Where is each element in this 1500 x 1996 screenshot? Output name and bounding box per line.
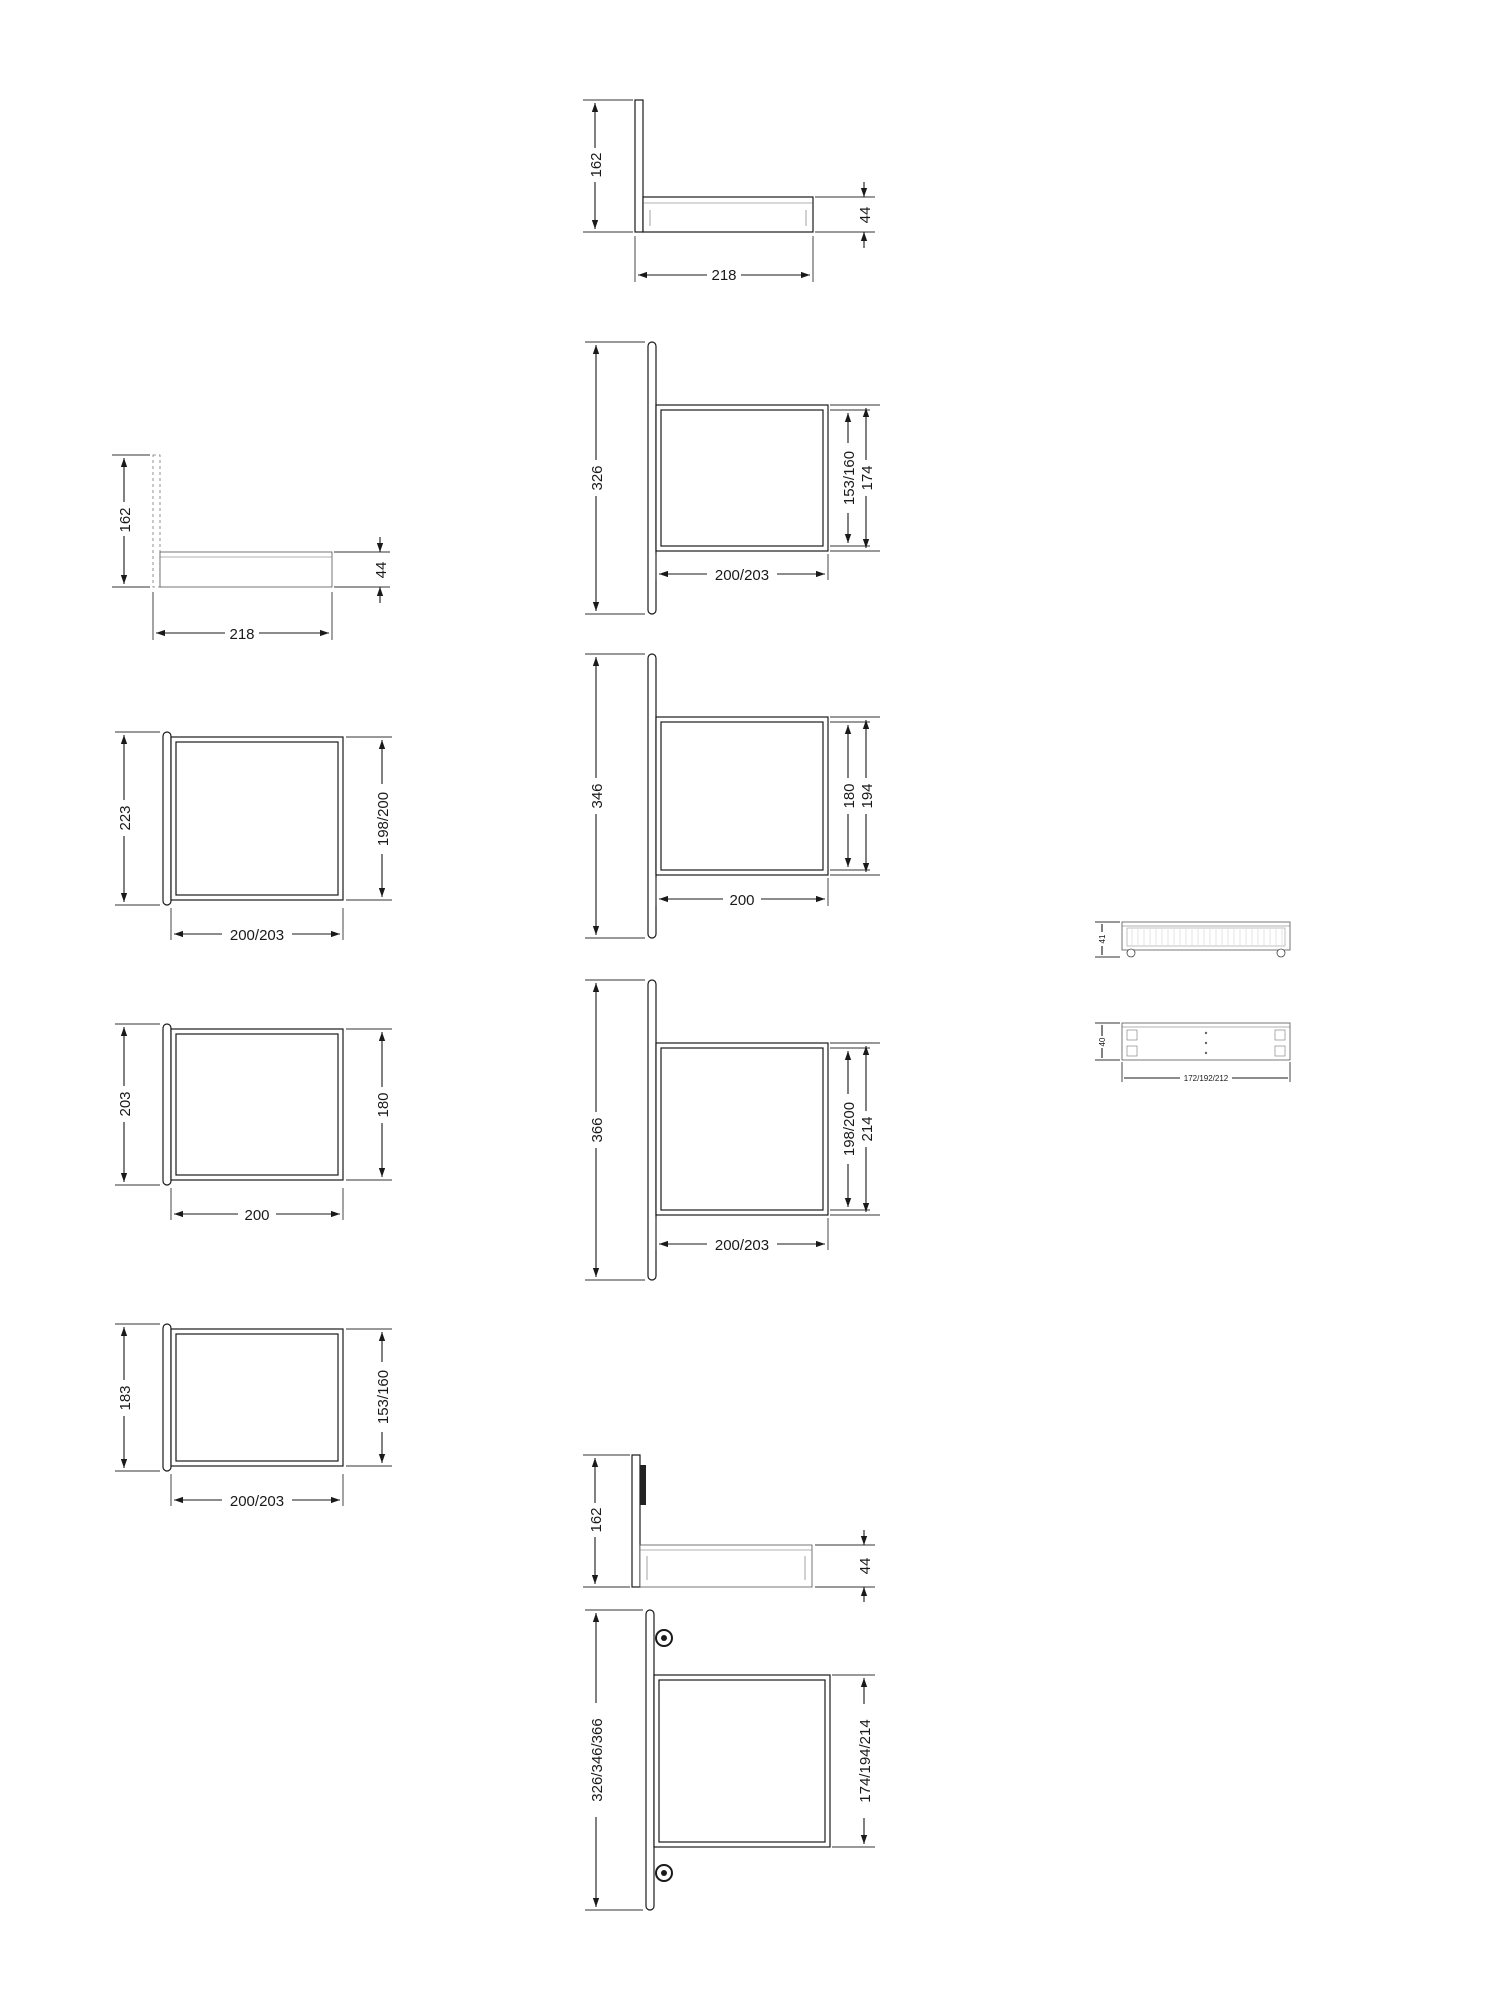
- dim-headboard-width: 326: [589, 465, 606, 491]
- dim-mattress-length: 200/203: [714, 1237, 770, 1254]
- mattress-area: [659, 1680, 825, 1842]
- dim-frame-height: 44: [857, 206, 874, 224]
- headboard: [163, 732, 171, 905]
- headboard: [163, 1324, 171, 1471]
- plan-view-combined: [585, 1610, 875, 1910]
- side-view-bottom: [583, 1455, 875, 1602]
- dim-mattress-length: 200/203: [229, 927, 285, 944]
- headboard: [646, 1610, 654, 1910]
- mattress-area: [176, 1034, 338, 1175]
- dim-mattress-length: 200: [729, 892, 755, 909]
- mattress-area: [176, 742, 338, 895]
- dim-outer-length: 223: [117, 805, 134, 831]
- dim-headboard-height: 162: [588, 152, 605, 178]
- mattress-area: [176, 1334, 338, 1461]
- dim-outer-length: 183: [117, 1385, 134, 1411]
- dim-mattress-width: 153/160: [841, 450, 858, 506]
- plan-view-326: [585, 342, 880, 614]
- dim-headboard-height: 162: [117, 507, 134, 533]
- headboard: [648, 980, 656, 1280]
- dim-outer-width: 194: [859, 783, 876, 809]
- plan-view-366: [585, 980, 880, 1280]
- caster-icon: [1277, 949, 1285, 957]
- dim-headboard-width: 346: [589, 783, 606, 809]
- headboard: [648, 654, 656, 938]
- drawer-plan-view: [1095, 1023, 1290, 1084]
- plan-view-183: [115, 1324, 392, 1510]
- dim-length: 218: [711, 267, 737, 284]
- caster-icon: [1127, 949, 1135, 957]
- headboard: [648, 342, 656, 614]
- bed-frame: [640, 1545, 812, 1587]
- headboard-outline: [153, 455, 160, 587]
- dim-outer-length: 203: [117, 1091, 134, 1117]
- dim-mattress-width: 180: [841, 783, 858, 809]
- dim-outer-width: 174: [859, 465, 876, 491]
- mattress-area: [661, 1048, 823, 1210]
- dim-headboard-height: 162: [588, 1507, 605, 1533]
- headboard: [163, 1024, 171, 1185]
- mattress-area: [661, 410, 823, 546]
- dim-headboard-width: 326/346/366: [589, 1718, 606, 1802]
- dim-headboard-width: 366: [589, 1117, 606, 1143]
- dim-mattress-length: 200/203: [714, 567, 770, 584]
- dim-drawer-depth: 40: [1098, 1037, 1107, 1047]
- mattress-area: [661, 722, 823, 870]
- plan-view-203: [115, 1024, 392, 1224]
- drawer-body: [1122, 1023, 1290, 1060]
- dim-outer-width: 214: [859, 1116, 876, 1142]
- dim-drawer-length: 172/192/212: [1183, 1074, 1229, 1083]
- dim-drawer-height: 41: [1098, 934, 1107, 944]
- dim-mattress-length: 200/203: [229, 1493, 285, 1510]
- plan-view-346: [585, 654, 880, 938]
- dim-frame-height: 44: [857, 1557, 874, 1575]
- dim-mattress-length: 200: [244, 1207, 270, 1224]
- plan-view-223: [115, 732, 392, 944]
- headboard: [635, 100, 643, 232]
- side-view-top: [583, 100, 875, 284]
- dim-mattress-width: 198/200: [841, 1101, 858, 1157]
- dim-mattress-width: 153/160: [375, 1369, 392, 1425]
- dim-frame-height: 44: [373, 561, 390, 579]
- bed-frame: [643, 197, 813, 232]
- side-view-left: [112, 455, 390, 643]
- under-bed-drawer-front: [640, 1465, 646, 1505]
- dim-mattress-width: 180: [375, 1092, 392, 1118]
- dim-length: 218: [229, 626, 255, 643]
- dim-outer-width: 174/194/214: [857, 1719, 874, 1803]
- dim-mattress-width: 198/200: [375, 791, 392, 847]
- headboard: [632, 1455, 640, 1587]
- drawer-side-view: [1095, 922, 1290, 957]
